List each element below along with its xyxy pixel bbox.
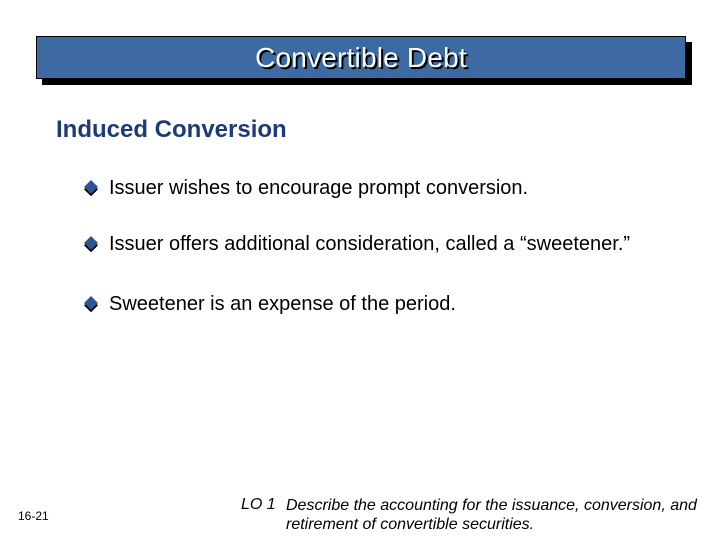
diamond-bullet-icon [84,236,98,250]
learning-objective-label: LO 1 [241,496,276,513]
bullet-text: Issuer offers additional consideration, called a “sweetener.” [109,233,631,255]
bullet-item [85,170,685,206]
slide-subtitle: Induced Conversion [56,116,287,143]
title-bar [36,36,686,79]
learning-objective-text: Describe the accounting for the issuance, conversion, and retirement of convertible securities. [286,497,697,533]
slide-title: Convertible Debt [255,41,467,73]
diamond-bullet-icon [84,296,98,310]
bullet-list [85,170,685,342]
bullet-item [85,286,685,322]
diamond-bullet-icon [84,180,98,194]
slide-number: 16-21 [18,509,49,523]
bullet-item [85,226,685,262]
bullet-text: Issuer wishes to encourage prompt conversion. [109,177,529,199]
bullet-text: Sweetener is an expense of the period. [109,293,456,315]
